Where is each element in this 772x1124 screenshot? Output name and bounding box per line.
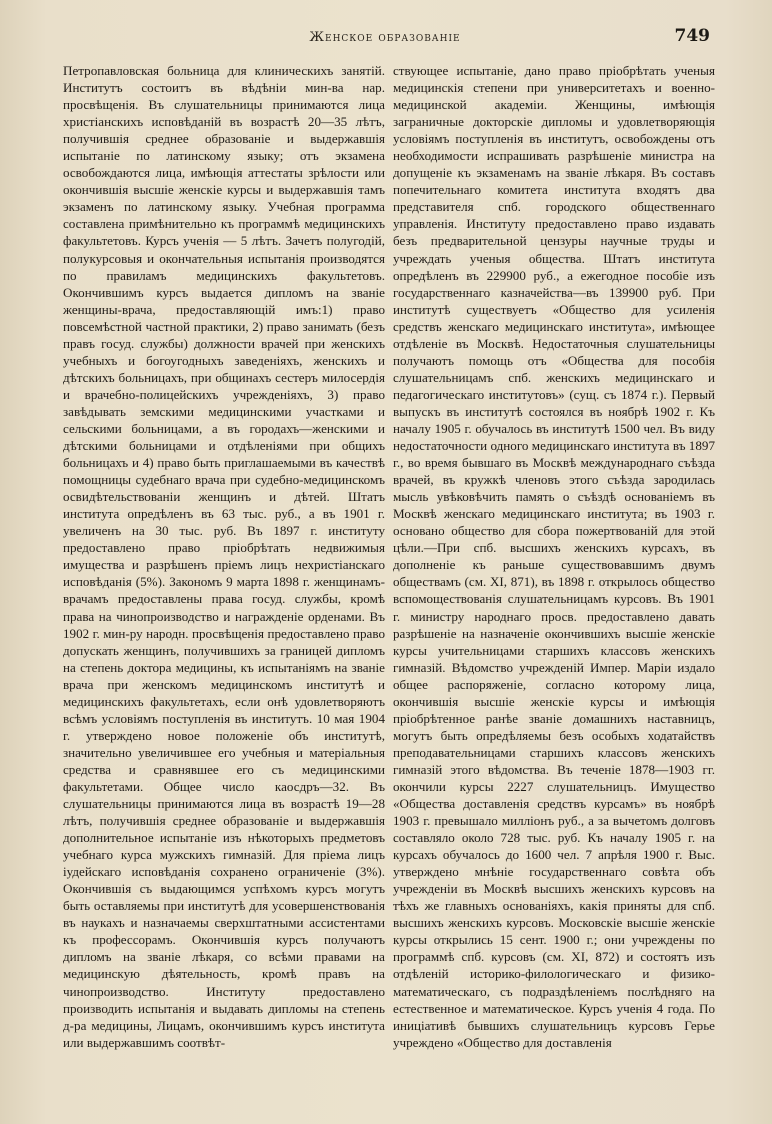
left-column-text: Петропавловская больница для клиническихъ занятій. Институтъ состоитъ въ вѣдѣніи мин-ва нар. просвѣщенія. Въ слушательницы принимаются лица христіанскихъ исповѣданій въ возрастѣ 20—35 лѣтъ, получившія среднее образованіе и выдержавшія испытаніе по латинскому языку; отъ экзамена освобождаются лица, имѣющія аттестаты зрѣлости или окончившія высшіе женскіе курсы и выдержавшія тамъ экзаменъ по латинскому языку. Учебная программа составлена примѣнительно къ программѣ медицинскихъ факультетовъ. Курсъ ученія — 5 лѣтъ. Зачетъ полугодій, полукурсовыя и окончательныя испытанія производятся по правиламъ медицинскихъ факультетовъ. Окончившимъ курсъ выдается дипломъ на званіе женщины-врача, предоставляющій имъ:1) право повсемѣстной частной практики, 2) право занимать (безъ правъ госуд. службы) должности врачей при женскихъ учебныхъ и богоугодныхъ заведеніяхъ, женскихъ и дѣтскихъ больницахъ, при общинахъ сестеръ милосердія и врачебно-полицейскихъ учрежденіяхъ, 3) право завѣдывать земскими медицинскими участками и сельскими больницами, а въ городахъ—женскими и дѣтскими больницами и отдѣленіями при общихъ больницахъ и 4) право быть приглашаемыми въ качествѣ помощницы судебнаго врача при судебно-медицинскомъ освидѣтельствованіи женщинъ и дѣтей. Штатъ института опредѣленъ въ 63 тыс. руб., а въ 1901 г. увеличенъ на 30 тыс. руб. Въ 1897 г. институту предоставлено право пріобрѣтать недвижимыя имущества и разрѣшенъ пріемъ лицъ нехристіанскаго исповѣданія (5%). Закономъ 9 марта 1898 г. женщинамъ-врачамъ предоставлены права госуд. службы, кромѣ права на чинопроизводство и награжденіе орденами. Въ 1902 г. мин-ру народн. просвѣщенія предоставлено право допускать женщинъ, получившихъ за границей дипломъ на степень доктора медицины, къ испытаніямъ на званіе врача при женскомъ медицинскомъ институтѣ и медицинскихъ факультетахъ, если онѣ удовлетворяютъ всѣмъ условіямъ поступленія въ институтъ. 10 мая 1904 г. утверждено новое положеніе объ институтѣ, значительно увеличившее его учебныя и матеріальныя средства и сравнявшее его съ медицинскими факультетами. Общее число каосдръ—32. Въ слушательницы принимаются лица въ возрастѣ 19—28 лѣтъ, получившія среднее образованіе и выдержавшія дополнительное испытаніе изъ нѣкоторыхъ предметовъ учебнаго курса мужскихъ гимназій. Для пріема лицъ іудейскаго исповѣданія сохранено ограниченіе (3%). Окончившія съ выдающимся успѣхомъ курсъ могутъ быть оставляемы при институтѣ для усовершенствованія въ наукахъ и назначаемы сверхштатными ассистентами къ профессорамъ. Окончившія курсъ получаютъ дипломъ на званіе лѣкаря, со всѣми правами на медицинскую дѣятельность, кромѣ правъ на чинопроизводство. Институту предоставлено производить испытанія и выдавать дипломы на степень д-ра медицины, Лицамъ, окончившимъ курсъ института или выдержавшимъ соотвѣт- [63, 63, 385, 1050]
right-column [393, 62, 715, 1051]
running-head: Женское образованіе [309, 30, 461, 45]
page-header [60, 26, 710, 50]
left-column [63, 62, 385, 1051]
page-number: 749 [674, 26, 710, 46]
right-column-text: ствующее испытаніе, дано право пріобрѣтать ученыя медицинскія степени при университетахъ и военно-медицинской академіи. Женщины, имѣющія заграничные докторскіе дипломы и удовлетворяющія условіямъ поступленія въ институтъ, освобождены отъ необходимости испрашивать разрѣшеніе министра на допущеніе къ экзаменамъ на званіе лѣкаря. Въ составъ попечительнаго комитета института входятъ два представителя спб. городского общественнаго управленія. Институту предоставлено право издавать безъ предварительной цензуры научные труды и учреждать ученыя общества. Штатъ института опредѣленъ въ 229900 руб., а ежегодное пособіе изъ государственнаго казначейства—въ 139900 руб. При институтѣ существуетъ «Общество для усиленія средствъ женскаго медицинскаго института», имѣющее отдѣленіе въ Москвѣ. Недостаточныя слушательницы получаютъ помощь отъ «Общества для пособія слушательницамъ спб. женскихъ медицинскаго и педагогическаго институтовъ» (сущ. съ 1874 г.). Первый выпускъ въ институтѣ состоялся въ ноябрѣ 1902 г. Къ началу 1905 г. обучалось въ институтѣ 1500 чел. Въ виду недостаточности одного медицинскаго института въ 1897 г., во время бывшаго въ Москвѣ международнаго съѣзда врачей, въ кружкѣ членовъ этого съѣзда зародилась мысль увѣковѣчить память о съѣздѣ основаніемъ въ Москвѣ женскаго медицинскаго института; въ 1903 г. основано общество для сбора пожертвованій для этой цѣли.—При спб. высшихъ женскихъ курсахъ, въ дополненіе къ раньше существовавшимъ двумъ обществамъ (см. XI, 871), въ 1898 г. открылось общество вспомоществованія слушательницамъ курсовъ. Въ 1901 г. министру народнаго просв. предоставлено давать разрѣшеніе на назначеніе окончившихъ высшіе женскіе курсы учительницами старшихъ классовъ женскихъ гимназій. Вѣдомство учрежденій Импер. Маріи издало общее распоряженіе, согласно которому лица, окончившія высшіе женскіе курсы и имѣющія пріобрѣтенное ранѣе званіе домашнихъ наставницъ, могутъ быть опредѣляемы безъ особыхъ ходатайствъ преподавательницами старшихъ классовъ женскихъ гимназій этого вѣдомства. Въ теченіе 1878—1903 гг. окончили курсы 2227 слушательницъ. Имущество «Общества доставленія средствъ курсамъ» въ ноябрѣ 1903 г. превышало милліонъ руб., а за вычетомъ долговъ составляло около 728 тыс. руб. Къ началу 1905 г. на курсахъ обучалось до 1600 чел. 7 апрѣля 1900 г. Выс. утверждено мнѣніе государственнаго совѣта объ учрежденіи въ Москвѣ высшихъ женскихъ курсовъ на тѣхъ же главныхъ основаніяхъ, какія приняты для спб. высшихъ женскихъ курсовъ. Московскіе высшіе женскіе курсы открылись 15 сент. 1900 г.; они учреждены по программѣ спб. курсовъ (см. XI, 872) и состоятъ изъ отдѣленій историко-филологическаго и физико-математическаго, съ подраздѣленіемъ послѣдняго на естественное и математическое. Курсъ ученія 4 года. По иниціативѣ бывшихъ слушательницъ курсовъ Герье учреждено «Общество для доставленія [393, 63, 715, 1050]
